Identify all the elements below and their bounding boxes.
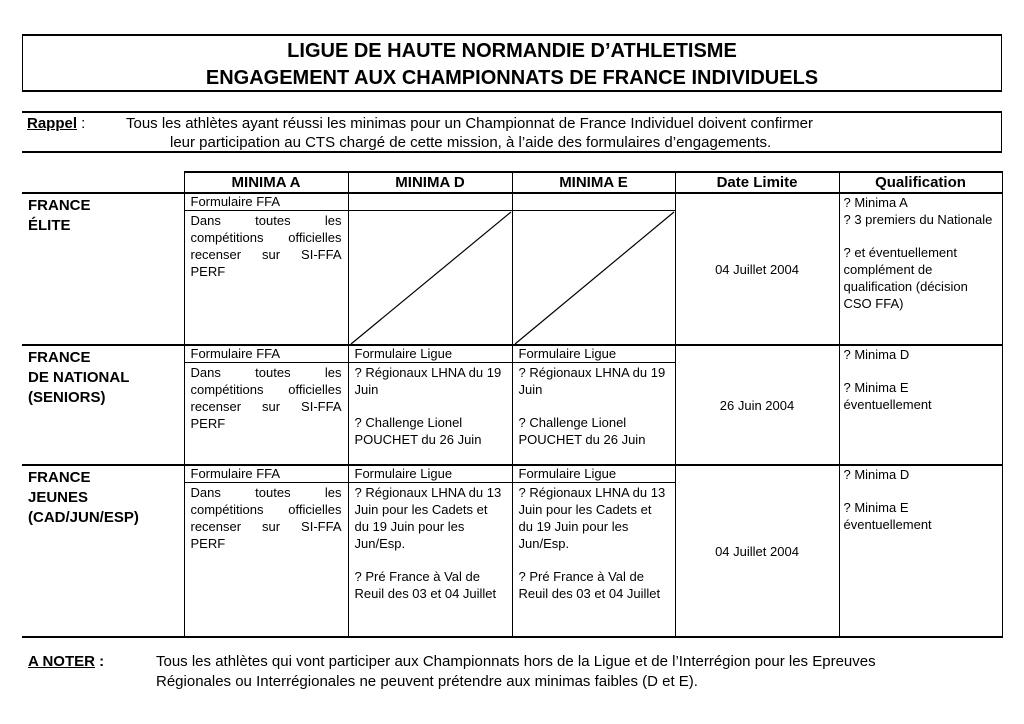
minima-d-cell-empty <box>348 193 512 345</box>
category-cell: FRANCE JEUNES (CAD/JUN/ESP) <box>22 465 184 637</box>
note-label: A NOTER : <box>28 653 105 670</box>
date-limite-cell: 04 Juillet 2004 <box>675 465 839 637</box>
minima-a-cell <box>184 345 348 465</box>
note-line-2: Régionales ou Interrégionales ne peuvent prétendre aux minimas faibles (D et E). <box>156 673 698 690</box>
note-line-1: Tous les athlètes qui vont participer aux Championnats hors de la Ligue et de l’Interrégion pour les Epreuves <box>156 653 876 670</box>
table-header-row <box>22 172 1002 193</box>
date-limite-cell: 26 Juin 2004 <box>675 345 839 465</box>
form-label: Formulaire FFA <box>185 194 348 211</box>
form-label: Formulaire FFA <box>185 466 348 483</box>
qualification-cell: ? Minima D ? Minima E éventuellement <box>839 465 1002 637</box>
minima-a-cell <box>184 465 348 637</box>
form-label: Formulaire Ligue <box>349 346 512 363</box>
diagonal-line <box>349 194 513 346</box>
form-label: Formulaire Ligue <box>513 466 675 483</box>
title-line-2: ENGAGEMENT AUX CHAMPIONNATS DE FRANCE INDIVIDUELS <box>205 67 819 89</box>
title-box <box>22 34 1002 92</box>
minima-d-cell: Formulaire Ligue ? Régionaux LHNA du 13 Juin pour les Cadets et du 19 Juin pour les Jun/Esp. ? Pré France à Val de Reuil des 03 et 04 Juillet <box>348 465 512 637</box>
table-row <box>22 465 1002 637</box>
qualification-cell: ? Minima D ? Minima E éventuellement <box>839 345 1002 465</box>
championship-table <box>22 171 1003 638</box>
rappel-box <box>22 111 1002 153</box>
form-label: Formulaire Ligue <box>513 346 675 363</box>
minima-a-text: Dans toutes les compétitions officielles recenser sur SI-FFA PERF <box>190 213 342 279</box>
header-minima-d: MINIMA D <box>348 172 512 193</box>
header-minima-e: MINIMA E <box>512 172 675 193</box>
header-qualification: Qualification <box>839 172 1002 193</box>
date-limite-cell: 04 Juillet 2004 <box>675 193 839 345</box>
minima-a-text: Dans toutes les compétitions officielles recenser sur SI-FFA PERF <box>190 485 342 551</box>
category-cell: FRANCE DE NATIONAL (SENIORS) <box>22 345 184 465</box>
diagonal-line <box>513 194 676 346</box>
minima-e-cell: Formulaire Ligue ? Régionaux LHNA du 13 Juin pour les Cadets et du 19 Juin pour les Jun/Esp. ? Pré France à Val de Reuil des 03 et 04 Juillet <box>512 465 675 637</box>
minima-a-cell <box>184 193 348 345</box>
header-date-limite: Date Limite <box>675 172 839 193</box>
form-label: Formulaire Ligue <box>349 466 512 483</box>
category-cell: FRANCE ÉLITE <box>22 193 184 345</box>
table-row <box>22 345 1002 465</box>
header-minima-a: MINIMA A <box>184 172 348 193</box>
minima-a-text: Dans toutes les compétitions officielles recenser sur SI-FFA PERF <box>190 365 342 431</box>
minima-d-cell: Formulaire Ligue ? Régionaux LHNA du 19 Juin ? Challenge Lionel POUCHET du 26 Juin <box>348 345 512 465</box>
table-row <box>22 193 1002 345</box>
rappel-line-1: Tous les athlètes ayant réussi les minimas pour un Championnat de France Individuel doivent confirmer <box>126 115 814 132</box>
title-line-1: LIGUE DE HAUTE NORMANDIE D’ATHLETISME <box>287 40 737 62</box>
qualification-cell: ? Minima A ? 3 premiers du Nationale ? et éventuellement complément de qualification (décision CSO FFA) <box>839 193 1002 345</box>
minima-e-cell-empty <box>512 193 675 345</box>
form-label: Formulaire FFA <box>185 346 348 363</box>
rappel-label: Rappel : <box>27 115 86 132</box>
minima-e-cell: Formulaire Ligue ? Régionaux LHNA du 19 Juin ? Challenge Lionel POUCHET du 26 Juin <box>512 345 675 465</box>
rappel-line-2: leur participation au CTS chargé de cette mission, à l’aide des formulaires d’engagements. <box>170 134 772 151</box>
